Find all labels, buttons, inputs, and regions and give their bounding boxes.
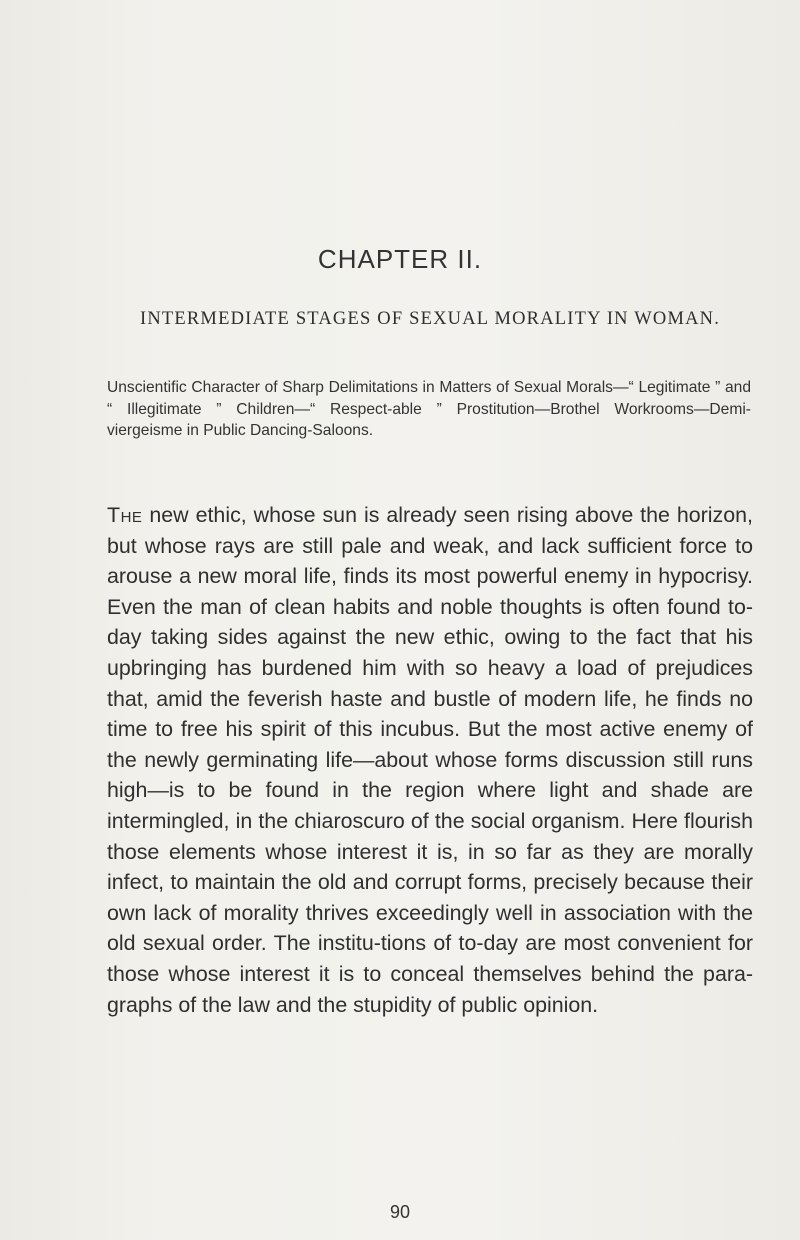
chapter-title: INTERMEDIATE STAGES OF SEXUAL MORALITY IN WOMAN. (139, 309, 721, 329)
paragraph-text: new ethic, whose sun is already seen rising above the horizon, but whose rays are still pale and weak, and lack sufficient force to arouse a new moral life, finds its most powerful enemy in hypocrisy. Even the man of clean habits and noble thoughts is often found to-day taking sides against the new ethic, owing to the fact that his upbringing has burdened him with so heavy a load of prejudices that, amid the feverish haste and bustle of modern life, he finds no time to free his spirit of this incubus. But the most active enemy of the newly germinating life—about whose forms discussion still runs high—is to be found in the region where light and shade are intermingled, in the chiaroscuro of the social organism. Here flourish those elements whose interest it is, in so far as they are morally infect, to maintain the old and corrupt forms, precisely because their own lack of morality thrives exceedingly well in association with the old sexual order. The institu-tions of to-day are most convenient for those whose interest it is to conceal themselves behind the para-graphs of the law and the stupidity of public opinion. (107, 503, 753, 1017)
chapter-heading: CHAPTER II. (317, 244, 483, 274)
body-text (107, 500, 753, 1020)
body-paragraph (107, 500, 753, 1020)
page-number: 90 (389, 1202, 411, 1222)
chapter-synopsis: Unscientific Character of Sharp Delimitations in Matters of Sexual Morals—“ Legitimate ” and “ Illegitimate ” Children—“ Respect-able ” Prostitution—Brothel Workrooms—Demi-viergeisme in Public Dancing-Saloons. (107, 379, 751, 440)
lead-word: The (107, 503, 143, 527)
